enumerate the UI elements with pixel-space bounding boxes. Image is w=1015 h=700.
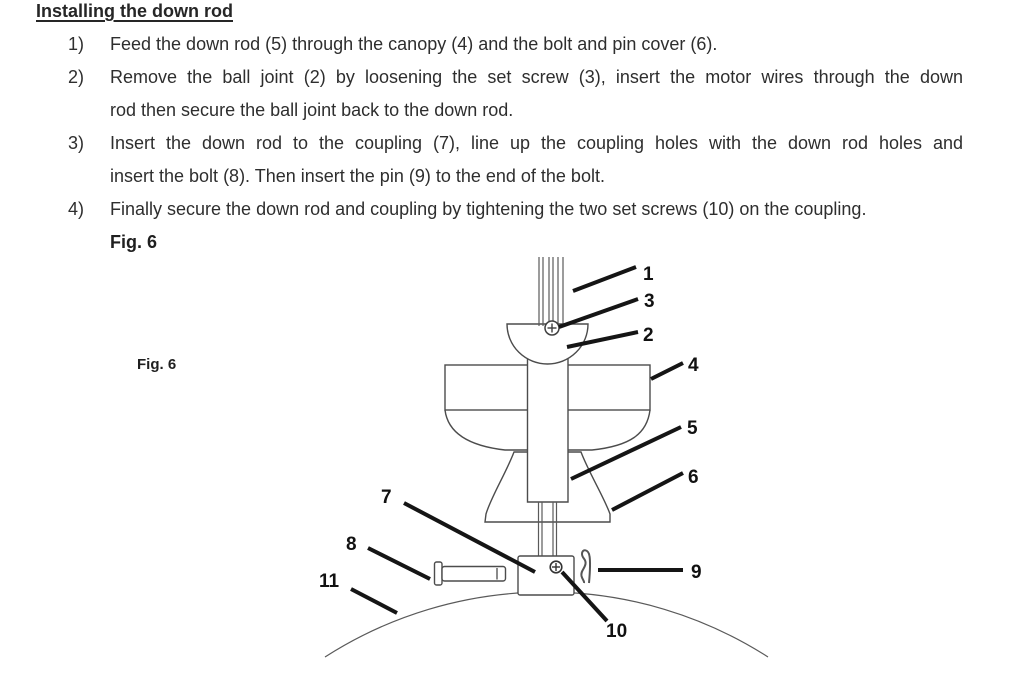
instruction-line: Remove the ball joint (2) by loosening the set screw (3), insert the motor wires through the down — [110, 67, 963, 87]
list-number-2: 2) — [68, 67, 85, 87]
instruction-line: Insert the down rod to the coupling (7), line up the coupling holes with the down rod holes and — [110, 133, 963, 153]
leader-3 — [559, 299, 638, 327]
instruction-item-1 — [68, 28, 963, 61]
list-number-4: 4) — [68, 199, 85, 219]
instruction-item-4 — [68, 193, 963, 226]
leader-6 — [612, 473, 683, 510]
callout-2: 2 — [643, 325, 654, 346]
leader-4 — [651, 363, 683, 379]
pin-shape — [581, 550, 590, 583]
fan-downrod-diagram — [0, 250, 1015, 700]
list-number-3: 3) — [68, 133, 85, 153]
leader-1 — [573, 267, 636, 291]
instruction-item-3 — [68, 127, 963, 193]
callout-9: 9 — [691, 562, 702, 583]
callout-1: 1 — [643, 264, 654, 285]
leader-lines — [351, 267, 683, 621]
callout-10: 10 — [606, 621, 628, 642]
instruction-line: insert the bolt (8). Then insert the pin (9) to the end of the bolt. — [110, 166, 605, 186]
instruction-line: rod then secure the ball joint back to the down rod. — [110, 100, 514, 120]
instruction-line: Feed the down rod (5) through the canopy (4) and the bolt and pin cover (6). — [110, 34, 718, 54]
callout-8: 8 — [346, 534, 357, 555]
leader-7 — [404, 503, 535, 572]
instruction-item-2 — [68, 61, 963, 127]
figure-caption: Fig. 6 — [110, 232, 158, 252]
list-number-1: 1) — [68, 34, 85, 54]
leader-10 — [562, 572, 607, 621]
set-screw-ball-joint-shape — [545, 321, 559, 335]
down-rod-shape — [528, 358, 569, 502]
leader-11 — [351, 589, 397, 613]
callout-7: 7 — [381, 487, 392, 508]
bolt-shape — [435, 562, 506, 585]
callout-4: 4 — [688, 355, 699, 376]
callout-5: 5 — [687, 418, 698, 439]
leader-8 — [368, 548, 430, 579]
figure-caption-side: Fig. 6 — [137, 356, 177, 373]
instruction-line: Finally secure the down rod and coupling by tightening the two set screws (10) on the coupling. — [110, 199, 867, 219]
leader-5 — [571, 427, 681, 479]
callout-6: 6 — [688, 467, 699, 488]
instruction-text-block — [0, 0, 1015, 259]
callout-3: 3 — [644, 291, 655, 312]
motor-wires-shape — [539, 257, 563, 326]
callout-11: 11 — [319, 571, 340, 592]
set-screw-coupling-shape — [550, 561, 562, 573]
section-title: Installing the down rod — [36, 1, 233, 21]
callout-labels — [319, 264, 702, 642]
motor-housing-shape — [325, 592, 768, 657]
lower-rod-shape — [539, 502, 557, 556]
